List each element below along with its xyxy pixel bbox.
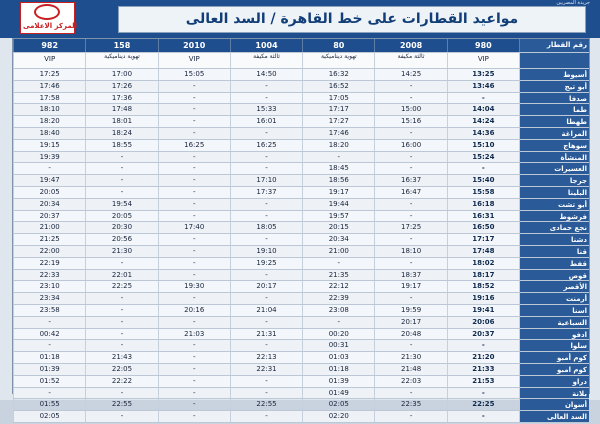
departure-time: 02:20 <box>302 411 374 422</box>
table-row <box>13 175 589 187</box>
departure-time: 18:05 <box>230 222 302 233</box>
departure-time: 20:17 <box>230 281 302 292</box>
departure-time: 17:00 <box>85 69 157 80</box>
departure-time: 20:48 <box>374 329 446 340</box>
train-number-2008: 2008 <box>374 39 446 52</box>
departure-time: 17:25 <box>374 222 446 233</box>
departure-time: 01:49 <box>302 388 374 399</box>
station-name: الأقصر <box>519 281 589 292</box>
train-class: VIP <box>13 53 85 68</box>
departure-time: 18:56 <box>302 175 374 186</box>
departure-time: 18:45 <box>302 163 374 174</box>
departure-time: 14:36 <box>447 128 519 139</box>
departure-time: 14:24 <box>447 116 519 127</box>
departure-time: 21:03 <box>158 329 230 340</box>
departure-time: 17:25 <box>13 69 85 80</box>
departure-time: 17:40 <box>158 222 230 233</box>
departure-time: - <box>447 340 519 351</box>
table-row <box>13 104 589 116</box>
departure-time: 21:31 <box>230 329 302 340</box>
station-name: كوم امبو <box>519 364 589 375</box>
table-row <box>13 128 589 140</box>
departure-time: 13:46 <box>447 81 519 92</box>
train-number-980: 980 <box>447 39 519 52</box>
departure-time: - <box>230 152 302 163</box>
departure-time: - <box>158 128 230 139</box>
departure-time: 17:48 <box>85 104 157 115</box>
departure-time: 17:17 <box>447 234 519 245</box>
station-name: دشنا <box>519 234 589 245</box>
departure-time: 22:25 <box>447 399 519 410</box>
departure-time: - <box>374 152 446 163</box>
departure-time: 20:06 <box>447 317 519 328</box>
departure-time: - <box>158 352 230 363</box>
departure-time: 19:15 <box>13 140 85 151</box>
departure-time: 19:30 <box>158 281 230 292</box>
station-name: طما <box>519 104 589 115</box>
departure-time: 18:24 <box>85 128 157 139</box>
departure-time: 19:47 <box>13 175 85 186</box>
departure-time: 19:57 <box>302 211 374 222</box>
logo-mark-icon <box>34 4 60 20</box>
departure-time: 23:58 <box>13 305 85 316</box>
departure-time: 21:04 <box>230 305 302 316</box>
station-name: سوهاج <box>519 140 589 151</box>
departure-time: 19:25 <box>230 258 302 269</box>
departure-time: - <box>158 93 230 104</box>
departure-time: - <box>85 388 157 399</box>
station-name: كوم أمبو <box>519 352 589 363</box>
departure-time: 18:37 <box>374 270 446 281</box>
departure-time: - <box>447 388 519 399</box>
departure-time: 19:39 <box>13 152 85 163</box>
station-name: السباعية <box>519 317 589 328</box>
departure-time: 16:52 <box>302 81 374 92</box>
table-row <box>13 399 589 411</box>
departure-time: 18:10 <box>13 104 85 115</box>
brand-label: جريدة المصريين <box>556 0 590 6</box>
departure-time: - <box>230 81 302 92</box>
table-row <box>13 293 589 305</box>
table-row <box>13 246 589 258</box>
departure-time: - <box>85 411 157 422</box>
departure-time: - <box>85 258 157 269</box>
table-row <box>13 93 589 105</box>
departure-time: - <box>230 293 302 304</box>
departure-time: 01:55 <box>13 399 85 410</box>
departure-time: 18:52 <box>447 281 519 292</box>
departure-time: - <box>158 175 230 186</box>
departure-time: 22:33 <box>13 270 85 281</box>
station-name: العسيرات <box>519 163 589 174</box>
departure-time: - <box>13 163 85 174</box>
departure-time: 19:59 <box>374 305 446 316</box>
train-number-2010: 2010 <box>158 39 230 52</box>
station-name: ادفو <box>519 329 589 340</box>
departure-time: - <box>158 270 230 281</box>
departure-time: 19:41 <box>447 305 519 316</box>
station-name: المنشأة <box>519 152 589 163</box>
station-name: أبو تشت <box>519 199 589 210</box>
departure-time: - <box>302 258 374 269</box>
departure-time: 19:44 <box>302 199 374 210</box>
departure-time: - <box>230 270 302 281</box>
train-class: ثالثة مكيفة <box>230 53 302 68</box>
departure-time: 22:05 <box>85 364 157 375</box>
departure-time: 01:39 <box>13 364 85 375</box>
departure-time: 14:25 <box>374 69 446 80</box>
departure-time: - <box>230 376 302 387</box>
table-row <box>13 234 589 246</box>
departure-time: 18:55 <box>85 140 157 151</box>
departure-time: 17:17 <box>302 104 374 115</box>
departure-time: 21:25 <box>13 234 85 245</box>
train-number-982: 982 <box>13 39 85 52</box>
station-name: فرشوط <box>519 211 589 222</box>
departure-time: - <box>374 211 446 222</box>
departure-time: 20:34 <box>13 199 85 210</box>
departure-time: 15:24 <box>447 152 519 163</box>
station-name: أسوان <box>519 399 589 410</box>
departure-time: 16:32 <box>302 69 374 80</box>
departure-time: 15:00 <box>374 104 446 115</box>
table-row <box>13 364 589 376</box>
table-row <box>13 152 589 164</box>
departure-time: 20:16 <box>158 305 230 316</box>
departure-time: 17:37 <box>230 187 302 198</box>
station-name: اسنا <box>519 305 589 316</box>
departure-time: 21:20 <box>447 352 519 363</box>
departure-time: - <box>447 411 519 422</box>
departure-time: - <box>158 163 230 174</box>
departure-time: - <box>85 317 157 328</box>
departure-time: 16:50 <box>447 222 519 233</box>
departure-time: 02:05 <box>302 399 374 410</box>
table-row <box>13 411 589 423</box>
train-class: تهوية ديناميكية <box>302 53 374 68</box>
departure-time: 17:46 <box>13 81 85 92</box>
table-row <box>13 305 589 317</box>
table-row <box>13 388 589 400</box>
departure-time: - <box>13 388 85 399</box>
departure-time: - <box>85 187 157 198</box>
departure-time: 21:48 <box>374 364 446 375</box>
departure-time: - <box>158 376 230 387</box>
station-name: قنا <box>519 246 589 257</box>
departure-time: 16:31 <box>447 211 519 222</box>
train-class: ثالثة مكيفة <box>374 53 446 68</box>
departure-time: 22:22 <box>85 376 157 387</box>
departure-time: - <box>158 116 230 127</box>
departure-time: - <box>85 329 157 340</box>
departure-time: - <box>158 199 230 210</box>
departure-time: 16:25 <box>158 140 230 151</box>
departure-time: 21:35 <box>302 270 374 281</box>
departure-time: - <box>158 187 230 198</box>
departure-time: - <box>85 152 157 163</box>
departure-time: 21:00 <box>302 246 374 257</box>
departure-time: 18:17 <box>447 270 519 281</box>
departure-time: 18:40 <box>13 128 85 139</box>
departure-time: 15:05 <box>158 69 230 80</box>
departure-time: 21:53 <box>447 376 519 387</box>
table-row <box>13 163 589 175</box>
departure-time: 23:08 <box>302 305 374 316</box>
departure-time: 01:18 <box>13 352 85 363</box>
departure-time: 23:34 <box>13 293 85 304</box>
train-number-1004: 1004 <box>230 39 302 52</box>
departure-time: - <box>374 293 446 304</box>
table-row <box>13 329 589 341</box>
logo-text: المركز الاعلامى <box>23 22 78 30</box>
departure-time: 01:03 <box>302 352 374 363</box>
station-name: صدفا <box>519 93 589 104</box>
departure-time: 18:10 <box>374 246 446 257</box>
departure-time: 18:20 <box>302 140 374 151</box>
station-header: رقم القطار <box>519 39 589 52</box>
departure-time: - <box>374 411 446 422</box>
departure-time: - <box>158 317 230 328</box>
departure-time: 22:19 <box>13 258 85 269</box>
departure-time: - <box>158 340 230 351</box>
departure-time: 21:43 <box>85 352 157 363</box>
departure-time: - <box>302 317 374 328</box>
title-box <box>118 6 586 33</box>
train-class: VIP <box>447 53 519 68</box>
logo <box>20 2 78 34</box>
departure-time: 22:39 <box>302 293 374 304</box>
departure-time: - <box>158 234 230 245</box>
schedule-table <box>12 38 590 422</box>
departure-time: 17:48 <box>447 246 519 257</box>
departure-time: 20:37 <box>447 329 519 340</box>
table-row <box>13 317 589 329</box>
departure-time: - <box>230 199 302 210</box>
departure-time: 13:25 <box>447 69 519 80</box>
departure-time: - <box>374 258 446 269</box>
station-name: أسيوط <box>519 69 589 80</box>
departure-time: 20:15 <box>302 222 374 233</box>
station-name: نجع حمادى <box>519 222 589 233</box>
train-class: VIP <box>158 53 230 68</box>
departure-time: 19:16 <box>447 293 519 304</box>
table-row <box>13 211 589 223</box>
departure-time: - <box>374 340 446 351</box>
station-name: المراغة <box>519 128 589 139</box>
table-row <box>13 140 589 152</box>
departure-time: 15:16 <box>374 116 446 127</box>
departure-time: 21:33 <box>447 364 519 375</box>
departure-time: - <box>230 234 302 245</box>
departure-time: 19:10 <box>230 246 302 257</box>
departure-time: 23:10 <box>13 281 85 292</box>
departure-time: 22:00 <box>13 246 85 257</box>
departure-time: - <box>85 293 157 304</box>
departure-time: - <box>158 364 230 375</box>
departure-time: - <box>374 81 446 92</box>
departure-time: 16:18 <box>447 199 519 210</box>
station-name: دراو <box>519 376 589 387</box>
departure-time: - <box>374 388 446 399</box>
departure-time: 22:31 <box>230 364 302 375</box>
departure-time: - <box>158 258 230 269</box>
table-row <box>13 258 589 270</box>
departure-time: - <box>158 81 230 92</box>
departure-time: - <box>374 163 446 174</box>
departure-time: 20:05 <box>85 211 157 222</box>
departure-time: - <box>85 340 157 351</box>
departure-time: - <box>158 388 230 399</box>
departure-time: - <box>230 93 302 104</box>
departure-time: 16:37 <box>374 175 446 186</box>
departure-time: - <box>13 340 85 351</box>
departure-time: 21:00 <box>13 222 85 233</box>
departure-time: 22:03 <box>374 376 446 387</box>
table-row <box>13 376 589 388</box>
table-row <box>13 352 589 364</box>
departure-time: 17:26 <box>85 81 157 92</box>
station-name: السد العالى <box>519 411 589 422</box>
departure-time: 00:42 <box>13 329 85 340</box>
departure-time: - <box>374 199 446 210</box>
departure-time: 16:47 <box>374 187 446 198</box>
departure-time: 22:12 <box>302 281 374 292</box>
departure-time: 22:01 <box>85 270 157 281</box>
table-row <box>13 281 589 293</box>
table-row <box>13 116 589 128</box>
departure-time: 17:36 <box>85 93 157 104</box>
departure-time: 17:27 <box>302 116 374 127</box>
station-name: البلينا <box>519 187 589 198</box>
departure-time: 01:39 <box>302 376 374 387</box>
departure-time: 14:50 <box>230 69 302 80</box>
departure-time: 21:30 <box>374 352 446 363</box>
departure-time: 18:20 <box>13 116 85 127</box>
departure-time: - <box>158 246 230 257</box>
station-name: طهطا <box>519 116 589 127</box>
departure-time: 15:40 <box>447 175 519 186</box>
header-row <box>13 39 589 53</box>
departure-time: 20:37 <box>13 211 85 222</box>
table-row <box>13 199 589 211</box>
departure-time: 16:01 <box>230 116 302 127</box>
table-row <box>13 187 589 199</box>
departure-time: - <box>158 411 230 422</box>
station-name: قوص <box>519 270 589 281</box>
departure-time: 17:46 <box>302 128 374 139</box>
departure-time: - <box>230 211 302 222</box>
departure-time: 16:00 <box>374 140 446 151</box>
station-name: قفط <box>519 258 589 269</box>
departure-time: 20:56 <box>85 234 157 245</box>
departure-time: 22:25 <box>85 281 157 292</box>
station-name: جرجا <box>519 175 589 186</box>
class-row <box>13 53 589 69</box>
departure-time: - <box>230 317 302 328</box>
class-header-blank <box>519 53 589 68</box>
departure-time: 17:05 <box>302 93 374 104</box>
departure-time: - <box>158 293 230 304</box>
station-name: بلانة <box>519 388 589 399</box>
table-row <box>13 69 589 81</box>
departure-time: - <box>230 340 302 351</box>
departure-time: 18:01 <box>85 116 157 127</box>
departure-time: 15:10 <box>447 140 519 151</box>
departure-time: 00:31 <box>302 340 374 351</box>
departure-time: - <box>85 175 157 186</box>
table-row <box>13 340 589 352</box>
departure-time: 19:54 <box>85 199 157 210</box>
table-row <box>13 270 589 282</box>
departure-time: 15:58 <box>447 187 519 198</box>
departure-time: 20:34 <box>302 234 374 245</box>
departure-time: 01:18 <box>302 364 374 375</box>
departure-time: 21:30 <box>85 246 157 257</box>
departure-time: 22:55 <box>85 399 157 410</box>
departure-time: - <box>230 411 302 422</box>
departure-time: 17:10 <box>230 175 302 186</box>
departure-time: 19:17 <box>374 281 446 292</box>
train-class: تهوية ديناميكية <box>85 53 157 68</box>
train-number-80: 80 <box>302 39 374 52</box>
departure-time: - <box>158 399 230 410</box>
departure-time: - <box>13 317 85 328</box>
header-bar <box>0 0 600 38</box>
station-name: أرمنت <box>519 293 589 304</box>
departure-time: - <box>158 211 230 222</box>
station-name: أبو تيج <box>519 81 589 92</box>
departure-time: 02:05 <box>13 411 85 422</box>
departure-time: - <box>230 128 302 139</box>
departure-time: - <box>374 234 446 245</box>
departure-time: 16:25 <box>230 140 302 151</box>
departure-time: - <box>447 163 519 174</box>
departure-time: 17:58 <box>13 93 85 104</box>
departure-time: - <box>374 128 446 139</box>
departure-time: 20:17 <box>374 317 446 328</box>
departure-time: 15:33 <box>230 104 302 115</box>
train-number-158: 158 <box>85 39 157 52</box>
table-row <box>13 222 589 234</box>
departure-time: - <box>158 104 230 115</box>
departure-time: 20:05 <box>13 187 85 198</box>
departure-time: 01:52 <box>13 376 85 387</box>
station-name: سلوا <box>519 340 589 351</box>
departure-time: - <box>302 152 374 163</box>
departure-time: - <box>230 163 302 174</box>
departure-time: - <box>447 93 519 104</box>
departure-time: 22:55 <box>230 399 302 410</box>
departure-time: - <box>85 163 157 174</box>
departure-time: 19:17 <box>302 187 374 198</box>
departure-time: - <box>374 93 446 104</box>
departure-time: - <box>158 152 230 163</box>
departure-time: 22:13 <box>230 352 302 363</box>
departure-time: 22:35 <box>374 399 446 410</box>
departure-time: 14:04 <box>447 104 519 115</box>
table-row <box>13 81 589 93</box>
departure-time: 18:02 <box>447 258 519 269</box>
page-title: مواعيد القطارات على خط القاهرة / السد العالى <box>185 11 519 27</box>
departure-time: 00:20 <box>302 329 374 340</box>
departure-time: - <box>85 305 157 316</box>
departure-time: - <box>230 388 302 399</box>
departure-time: 20:30 <box>85 222 157 233</box>
